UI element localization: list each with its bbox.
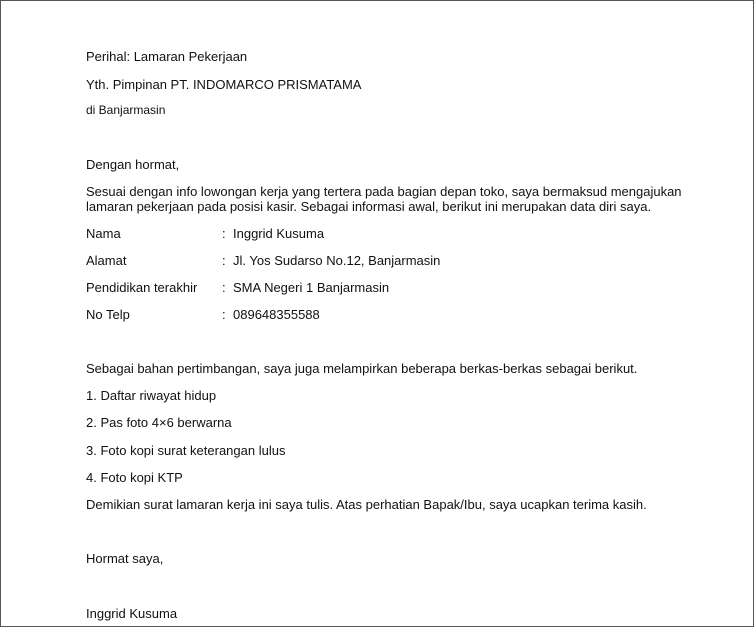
detail-colon: : (222, 253, 226, 268)
detail-value: 089648355588 (233, 307, 320, 322)
intro-line-1: Sesuai dengan info lowongan kerja yang tertera pada bagian depan toko, saya bermaksud mengajukan (86, 184, 682, 199)
detail-label: Alamat (86, 253, 127, 268)
detail-value: SMA Negeri 1 Banjarmasin (233, 280, 390, 295)
detail-colon: : (222, 226, 226, 241)
intro-line-2: lamaran pekerjaan pada posisi kasir. Sebagai informasi awal, berikut ini merupakan data diri saya. (86, 199, 652, 214)
signoff: Hormat saya, (86, 551, 164, 566)
closing-paragraph: Demikian surat lamaran kerja ini saya tulis. Atas perhatian Bapak/Ibu, saya ucapkan terima kasih. (86, 497, 647, 512)
attachment-item: 2. Pas foto 4×6 berwarna (86, 415, 232, 430)
letter-greeting: Dengan hormat, (86, 157, 180, 172)
detail-value: Inggrid Kusuma (233, 226, 325, 241)
detail-label: Nama (86, 226, 121, 241)
attachment-item: 4. Foto kopi KTP (86, 470, 183, 485)
detail-label: No Telp (86, 307, 130, 322)
attachment-item: 1. Daftar riwayat hidup (86, 388, 217, 403)
signature-name: Inggrid Kusuma (86, 606, 178, 621)
letter-recipient: Yth. Pimpinan PT. INDOMARCO PRISMATAMA (86, 77, 362, 92)
letter-subject: Perihal: Lamaran Pekerjaan (86, 49, 248, 64)
detail-label: Pendidikan terakhir (86, 280, 198, 295)
letter-location: di Banjarmasin (86, 103, 166, 117)
detail-value: Jl. Yos Sudarso No.12, Banjarmasin (233, 253, 441, 268)
attachment-item: 3. Foto kopi surat keterangan lulus (86, 443, 286, 458)
detail-colon: : (222, 280, 226, 295)
detail-colon: : (222, 307, 226, 322)
attachments-intro: Sebagai bahan pertimbangan, saya juga melampirkan beberapa berkas-berkas sebagai berikut. (86, 361, 638, 376)
